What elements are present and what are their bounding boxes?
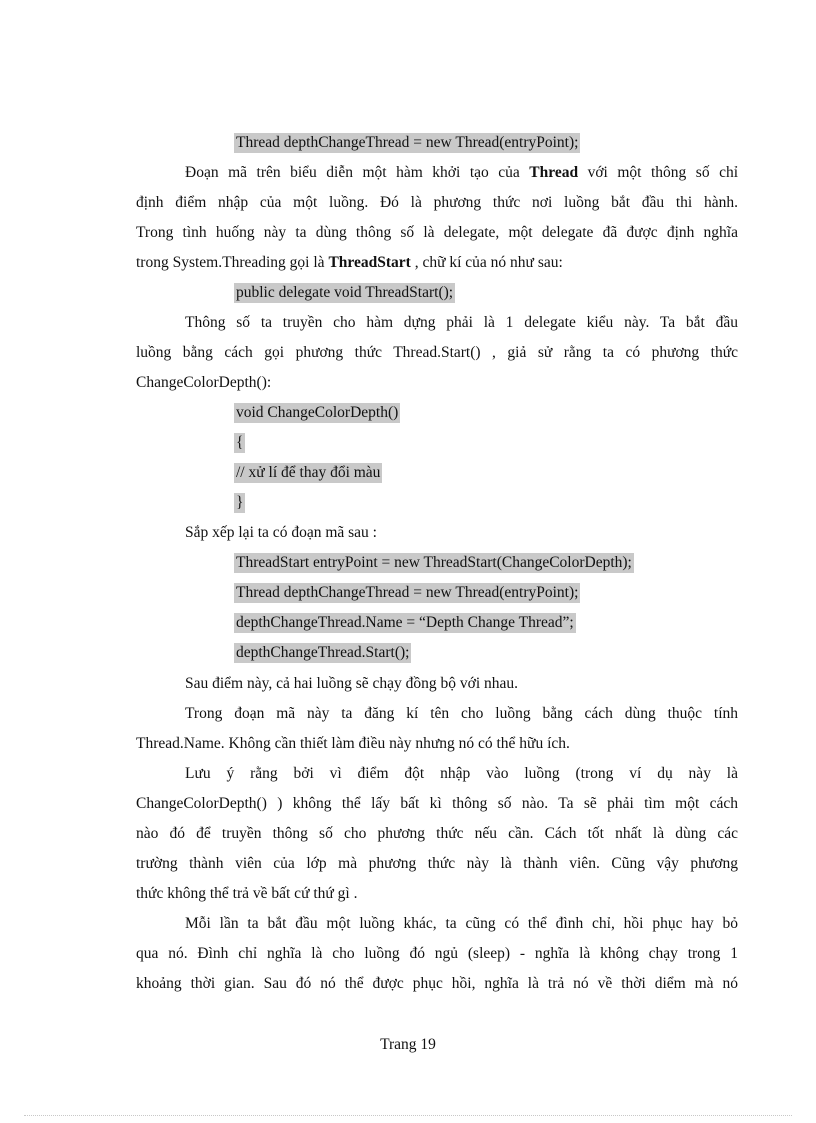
code-line: void ChangeColorDepth() (236, 404, 399, 421)
page-number: Trang 19 (380, 1036, 436, 1053)
text-line: ChangeColorDepth(): (136, 374, 272, 391)
text-line: Trong tình huống này ta dùng thông số là delegate, một delegate đã được định nghĩa (136, 224, 738, 241)
code-line: Thread depthChangeThread = new Thread(entryPoint); (236, 584, 579, 601)
text-line: trường thành viên của lớp mà phương thức này là thành viên. Cũng vậy phương (136, 855, 738, 872)
text-line: Lưu ý rằng bởi vì điểm đột nhập vào luồng (trong ví dụ này là (185, 765, 738, 782)
code-line: Thread depthChangeThread = new Thread(entryPoint); (236, 134, 579, 151)
text-line: Sắp xếp lại ta có đoạn mã sau : (185, 524, 377, 541)
text-line: Mỗi lần ta bắt đầu một luồng khác, ta cũng có thể đình chỉ, hồi phục hay bỏ (185, 915, 738, 932)
code-line: { (236, 434, 244, 451)
page-bottom-divider (24, 1115, 792, 1116)
code-line: depthChangeThread.Start(); (236, 644, 410, 661)
text-line: qua nó. Đình chỉ nghĩa là cho luồng đó ngủ (sleep) - nghĩa là không chạy trong 1 (136, 945, 738, 962)
code-line: ThreadStart entryPoint = new ThreadStart(ChangeColorDepth); (236, 554, 632, 571)
code-line: public delegate void ThreadStart(); (236, 284, 454, 301)
text-line: Thông số ta truyền cho hàm dựng phải là 1 delegate kiểu này. Ta bắt đầu (185, 314, 738, 331)
text-line: Trong đoạn mã này ta đăng kí tên cho luồng bằng cách dùng thuộc tính (185, 705, 738, 722)
text-line: định điểm nhập của một luồng. Đó là phương thức nơi luồng bắt đầu thi hành. (136, 194, 738, 211)
text-line: luồng bằng cách gọi phương thức Thread.Start() , giả sử rằng ta có phương thức (136, 344, 738, 361)
text-line: Thread.Name. Không cần thiết làm điều này nhưng nó có thể hữu ích. (136, 735, 570, 752)
text-line: khoảng thời gian. Sau đó nó thể được phục hồi, nghĩa là trả nó về thời diểm mà nó (136, 975, 738, 992)
text-line: trong System.Threading gọi là ThreadStart , chữ kí của nó như sau: (136, 254, 563, 271)
text-line: Sau điểm này, cả hai luồng sẽ chạy đồng bộ với nhau. (185, 675, 519, 692)
code-line: depthChangeThread.Name = “Depth Change Thread”; (236, 614, 574, 631)
text-line: ChangeColorDepth() ) không thể lấy bất kì thông số nào. Ta sẽ phải tìm một cách (136, 795, 738, 812)
text-line: thức không thể trả về bất cứ thứ gì . (136, 885, 358, 902)
text-line: nào đó để truyền thông số cho phương thức nếu cần. Cách tốt nhất là dùng các (136, 825, 738, 842)
text-line: Đoạn mã trên biểu diễn một hàm khởi tạo của Thread với một thông số chỉ (185, 164, 739, 181)
code-line: } (236, 494, 244, 511)
code-line: // xử lí để thay đổi màu (236, 464, 381, 481)
